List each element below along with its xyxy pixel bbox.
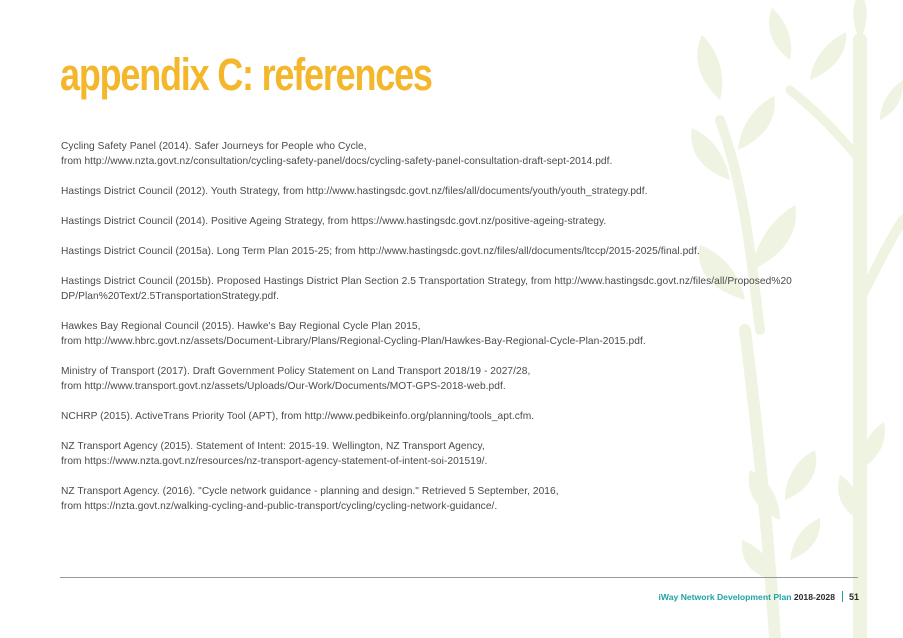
page-title: appendix C: references xyxy=(60,49,432,100)
page-footer xyxy=(659,591,859,602)
reference-item xyxy=(61,364,851,394)
reference-item xyxy=(61,409,851,424)
reference-line: NZ Transport Agency (2015). Statement of Intent: 2015-19. Wellington, NZ Transport Agency, xyxy=(61,441,485,452)
footer-divider xyxy=(60,577,858,578)
footer-years: 2018-2028 xyxy=(793,591,835,602)
plant-leaf xyxy=(769,8,791,60)
reference-line: Cycling Safety Panel (2014). Safer Journeys for People who Cycle, xyxy=(61,141,367,152)
footer-doc-title: Network Development Plan xyxy=(680,591,792,602)
reference-item xyxy=(61,274,851,304)
reference-line: Ministry of Transport (2017). Draft Government Policy Statement on Land Transport 2018/19 - 2027/28, xyxy=(61,366,531,377)
reference-line: from https://nzta.govt.nz/walking-cycling-and-public-transport/cycling/cycling-network-guidance/. xyxy=(61,501,498,512)
reference-line: Hastings District Council (2014). Positive Ageing Strategy, from https://www.hastingsdc.govt.nz/positive-ageing-strategy. xyxy=(61,216,607,227)
plant-leaf xyxy=(810,32,846,80)
reference-line: DP/Plan%20Text/2.5TransportationStrategy.pdf. xyxy=(61,291,279,302)
reference-line: Hawkes Bay Regional Council (2015). Hawke's Bay Regional Cycle Plan 2015, xyxy=(61,321,421,332)
reference-line: NZ Transport Agency. (2016). "Cycle network guidance - planning and design." Retrieved 5 September, 2016, xyxy=(61,486,559,497)
plant-leaf xyxy=(697,35,722,100)
reference-list xyxy=(61,139,851,529)
reference-line: Hastings District Council (2015a). Long Term Plan 2015-25; from http://www.hastingsdc.govt.nz/files/all/documents/ltccp/2015-2025/final.pdf. xyxy=(61,246,700,257)
reference-line: Hastings District Council (2012). Youth Strategy, from http://www.hastingsdc.govt.nz/files/all/documents/youth/youth_strategy.pdf. xyxy=(61,186,648,197)
reference-line: Hastings District Council (2015b). Proposed Hastings District Plan Section 2.5 Transportation Strategy, from http://www.hastingsdc.govt.nz/files/all/Proposed%20 xyxy=(61,276,792,287)
footer-separator xyxy=(842,591,843,602)
reference-line: from http://www.transport.govt.nz/assets/Uploads/Our-Work/Documents/MOT-GPS-2018-web.pdf. xyxy=(61,381,506,392)
reference-item xyxy=(61,439,851,469)
reference-line: from http://www.hbrc.govt.nz/assets/Document-Library/Plans/Regional-Cycling-Plan/Hawkes-Bay-Regional-Cycle-Plan-2015.pdf. xyxy=(61,336,646,347)
reference-item xyxy=(61,319,851,349)
plant-leaf xyxy=(880,80,903,120)
page-number: 51 xyxy=(848,591,859,602)
plant-leaf xyxy=(853,0,867,40)
reference-item xyxy=(61,484,851,514)
reference-line: NCHRP (2015). ActiveTrans Priority Tool (APT), from http://www.pedbikeinfo.org/planning/tools_apt.cfm. xyxy=(61,411,535,422)
reference-item xyxy=(61,184,851,199)
reference-line: from https://www.nzta.govt.nz/resources/nz-transport-agency-statement-of-intent-soi-201519/. xyxy=(61,456,488,467)
reference-item xyxy=(61,139,851,169)
reference-line: from http://www.nzta.govt.nz/consultation/cycling-safety-panel/docs/cycling-safety-panel-consultation-draft-sept-2014.pdf. xyxy=(61,156,613,167)
reference-item xyxy=(61,214,851,229)
footer-brand: iWay xyxy=(658,591,679,602)
reference-item xyxy=(61,244,851,259)
